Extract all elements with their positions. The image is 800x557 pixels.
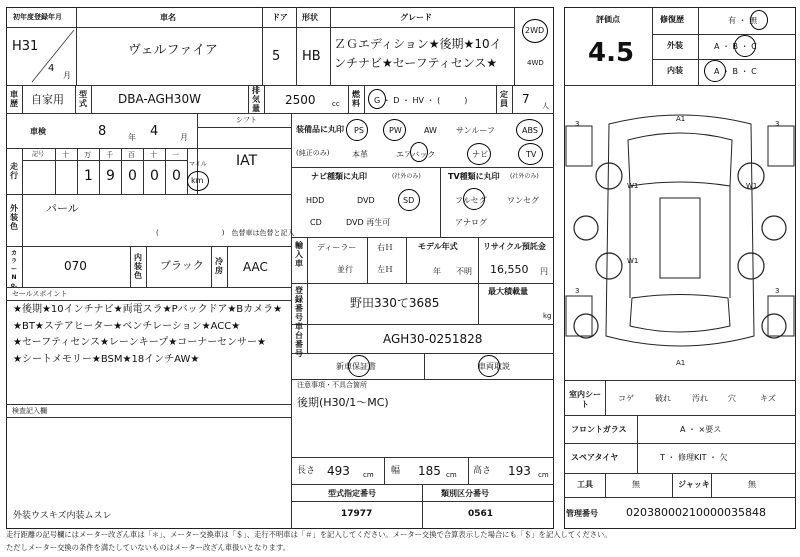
model-year-label: モデル年式 — [418, 242, 458, 251]
height: 193 — [508, 464, 531, 478]
color-no-label: カラーNo. — [10, 250, 18, 289]
equip-abs-circle — [516, 119, 543, 141]
diagram-label-a1-rear: A1 — [676, 359, 686, 367]
grade-line2: ンチナビ★セーフティセンス★ — [334, 56, 498, 70]
tv-fullseg: フルセグ — [455, 196, 487, 205]
notes-label: 注意事項・不具合箇所 — [297, 381, 367, 389]
capacity-label: 定員 — [500, 90, 508, 108]
equip-navi: ナビ — [472, 150, 488, 159]
interior-grades: A ・ B ・ C — [714, 67, 757, 76]
width-unit: cm — [446, 471, 457, 479]
type-desig: 17977 — [341, 509, 373, 519]
mileage-digit: 0 — [150, 168, 159, 184]
import-left-hand: 左Ｈ — [377, 265, 393, 274]
model-year-unknown: 不明 — [456, 267, 472, 276]
mileage-digit: 0 — [172, 168, 181, 184]
digit-header: 百 — [128, 151, 135, 159]
capacity-unit: 人 — [542, 102, 549, 110]
repair-label: 修復歴 — [660, 15, 684, 24]
model-label: 型式 — [79, 90, 87, 108]
recycle-unit: 円 — [540, 267, 548, 276]
tv-oneseg: ワンセグ — [507, 196, 539, 205]
model-year-unit: 年 — [433, 267, 441, 276]
digit-header: 千 — [106, 151, 113, 159]
km-label: km — [191, 176, 204, 185]
diagram-label-3: 3 — [575, 120, 580, 128]
capacity: 7 — [522, 92, 530, 106]
reg-no: 野田330て3685 — [350, 296, 440, 310]
inspection-month-unit: 月 — [180, 133, 188, 142]
seat-item: 穴 — [728, 394, 736, 403]
height-unit: cm — [538, 471, 549, 479]
length-unit: cm — [363, 471, 374, 479]
car-damage-diagram — [564, 86, 796, 380]
manual: 車両取説 — [478, 362, 510, 371]
inspection-year: 8 — [98, 124, 107, 139]
navi-sd-circle — [398, 189, 420, 211]
drive-4wd: 4WD — [527, 59, 544, 67]
new-warranty-circle — [348, 355, 370, 377]
tv-fullseg-circle — [463, 188, 485, 210]
mileage-label: 走行 — [10, 162, 18, 180]
color-no: 070 — [64, 259, 87, 273]
inspection-year-unit: 年 — [128, 133, 136, 142]
navi-cd: CD — [310, 218, 322, 227]
spare-label: スペアタイヤ — [571, 453, 619, 462]
tv-kind-label: TV種類に丸印 — [448, 172, 500, 181]
vehicle-history: 自家用 — [31, 93, 64, 106]
seat-item: コゲ — [618, 394, 634, 403]
first-reg-month: 4 — [48, 63, 55, 74]
interior-seat-label: 室内シート — [569, 390, 601, 409]
drive-2wd-circle — [522, 19, 548, 43]
first-reg-year: H31 — [12, 39, 39, 54]
equip-sub: (純正のみ) — [296, 149, 330, 157]
displacement-label: 排気量 — [252, 86, 260, 113]
mileage-digit: 0 — [128, 168, 137, 184]
tools-label: 工具 — [577, 480, 593, 489]
ext-color: パール — [46, 202, 79, 215]
km-circle — [187, 171, 209, 191]
jack-value: 無 — [748, 480, 756, 489]
first-reg-month-unit: 月 — [63, 71, 71, 80]
inspection-month: 4 — [150, 124, 159, 139]
seat-item: キズ — [760, 394, 776, 403]
score: 4.5 — [588, 38, 635, 68]
repair-none-circle — [750, 10, 768, 30]
diagram-label-a1-front: A1 — [676, 115, 686, 123]
digit-header: 十 — [150, 151, 157, 159]
equip-ps-circle — [346, 119, 368, 141]
max-load-label: 最大積載量 — [488, 287, 528, 296]
spare-value: T ・ 修理KIT ・ 欠 — [660, 453, 728, 462]
mileage-digit: 9 — [106, 168, 115, 184]
inspector-label: 検査記入欄 — [12, 407, 47, 415]
sales-point-line: ★後期★10インチナビ★両電スラ★Pバックドア★Bカメラ★ — [13, 304, 283, 315]
navi-sd: SD — [403, 196, 415, 205]
car-name: ヴェルファイア — [128, 43, 218, 58]
navi-dvd-play: DVD 再生可 — [346, 218, 391, 227]
interior-color: ブラック — [160, 259, 204, 272]
recycle-label: リサイクル預託金 — [483, 242, 546, 251]
interior-a-circle — [704, 60, 726, 82]
diagram-label-3: 3 — [775, 120, 780, 128]
grade-label: グレード — [400, 13, 432, 22]
seat-item: 破れ — [655, 394, 671, 403]
equip-airbag-circle — [410, 142, 428, 162]
fuel-label: 燃料 — [352, 90, 360, 108]
door-label: ドア — [272, 13, 288, 22]
shape-label: 形状 — [302, 13, 318, 22]
windshield-value: A ・ ×要ス — [680, 425, 722, 434]
first-reg-label: 初年度登録年月 — [13, 13, 62, 21]
displacement-unit: cc — [332, 100, 340, 108]
footer-note-line2: ただしメーター交換の条件を満たしていないものはメーター改ざん車扱いとなります。 — [6, 543, 290, 552]
seat-item: 汚れ — [692, 394, 708, 403]
equip-leather: 本革 — [352, 150, 368, 159]
tv-kind-sub: (社外のみ) — [510, 173, 539, 180]
equip-ps: PS — [354, 126, 364, 135]
class-label: 類別区分番号 — [441, 489, 489, 498]
windshield-label: フロントガラス — [571, 425, 627, 434]
shape-value: HB — [302, 49, 321, 64]
height-label: 高さ — [473, 466, 492, 476]
exterior-b-circle — [734, 35, 756, 57]
width-label: 幅 — [391, 466, 401, 476]
car-name-label: 車名 — [160, 13, 176, 22]
equip-label: 装備品に丸印 — [296, 125, 344, 134]
recycle-value: 16,550 — [490, 263, 529, 276]
tools-value: 無 — [632, 480, 640, 489]
mileage-digit: 1 — [84, 168, 93, 184]
new-warranty: 新車保証書 — [336, 362, 376, 371]
chassis-label: 車台番号 — [295, 322, 303, 358]
class-no: 0561 — [468, 509, 494, 519]
equip-aw: AW — [424, 126, 437, 135]
digit-header: 十 — [62, 151, 69, 159]
width: 185 — [418, 464, 441, 478]
length: 493 — [327, 464, 350, 478]
ac-label: 冷房 — [215, 257, 223, 275]
digit-header: 万 — [84, 151, 91, 159]
drive-2wd: 2WD — [525, 26, 545, 35]
ext-color-label: 外装色 — [10, 204, 18, 231]
mgmt-no: 02038000210000035848 — [626, 506, 766, 519]
sales-points-label: セールスポイント — [12, 290, 68, 298]
equip-pw-circle — [383, 119, 406, 141]
tv-analog: アナログ — [455, 218, 487, 227]
sales-point-line: ★シートメモリー★BSM★18インチAW★ — [13, 354, 200, 365]
fuel-g-circle — [368, 89, 386, 109]
navi-hdd: HDD — [306, 196, 325, 205]
import-right-hand: 右Ｈ — [377, 243, 393, 252]
score-label: 評価点 — [596, 15, 620, 24]
ac-value: AAC — [243, 260, 268, 274]
diagram-label-w1-rear: W1 — [627, 257, 639, 265]
equip-pw: PW — [389, 126, 402, 135]
jack-label: ジャッキ — [678, 480, 710, 489]
import-dealer: ディーラー — [317, 243, 357, 252]
digit-header: 一 — [172, 151, 179, 159]
type-desig-label: 型式指定番号 — [328, 489, 376, 498]
model-code: DBA-AGH30W — [118, 92, 201, 106]
inspection-label: 車検 — [30, 127, 46, 136]
shift-value: IAT — [236, 153, 258, 169]
vehicle-history-label: 車歴 — [10, 90, 18, 108]
navi-kind-label: ナビ種類に丸印 — [311, 172, 367, 181]
door-count: 5 — [272, 49, 281, 64]
interior-label: 内装 — [667, 66, 683, 75]
equip-navi-circle — [467, 143, 491, 165]
mile-label: マイル — [189, 161, 207, 168]
diagram-label-3: 3 — [775, 287, 780, 295]
equip-abs: ABS — [522, 126, 538, 135]
navi-kind-sub: (社外のみ) — [392, 173, 421, 180]
navi-dvd: DVD — [357, 196, 375, 205]
shift-label: シフト — [236, 116, 257, 124]
fuel-options: G ・ D ・ HV ・ ( ) — [374, 96, 468, 105]
equip-sunroof: サンルーフ — [456, 126, 495, 135]
equip-airbag: エアバック — [396, 150, 436, 159]
max-load-unit: kg — [543, 312, 552, 320]
interior-color-label: 内装色 — [134, 253, 142, 280]
color-change-note: ( ) 色替車は色替と記入 — [156, 229, 295, 237]
diagram-label-w1-left: W1 — [627, 182, 639, 190]
repair-value: 有 ・ 無 — [728, 16, 758, 25]
import-label: 輸入車 — [295, 241, 303, 268]
exterior-label: 外装 — [667, 41, 683, 50]
manual-circle — [478, 355, 500, 377]
grade-line1: ＺＧエディション★後期★10イ — [334, 37, 502, 51]
equip-tv-circle — [518, 143, 543, 165]
length-label: 長さ — [297, 466, 316, 476]
sales-point-line: ★BT★ステアヒーター★ベンチレーション★ACC★ — [13, 321, 241, 332]
notes: 後期(H30/1〜MC) — [297, 396, 389, 409]
reg-no-label: 登録番号 — [295, 286, 303, 322]
diagram-label-w1-right: W1 — [746, 182, 758, 190]
equip-tv: TV — [526, 150, 537, 159]
sales-point-line: ★セーフティセンス★レーンキープ★コーナーセンサー★ — [13, 337, 266, 348]
import-parallel: 並行 — [337, 265, 353, 274]
mgmt-label: 管理番号 — [566, 509, 598, 518]
exterior-grades: A ・ B ・ C — [714, 42, 757, 51]
displacement: 2500 — [285, 93, 316, 107]
inspector-note: 外装ウスキズ内装ムスレ — [13, 511, 112, 521]
mileage-sign-header: 記号 — [32, 151, 45, 158]
footer-note-line1: 走行距離の記号欄にはメーター改ざん車は「＊」、メーター交換車は「＄」、走行不明車は「＃」を記入してください。メーター交換で合算表示した場合にも「＄」を記入してください。 — [6, 530, 612, 539]
diagram-label-3: 3 — [575, 287, 580, 295]
chassis-no: AGH30-0251828 — [383, 332, 483, 346]
